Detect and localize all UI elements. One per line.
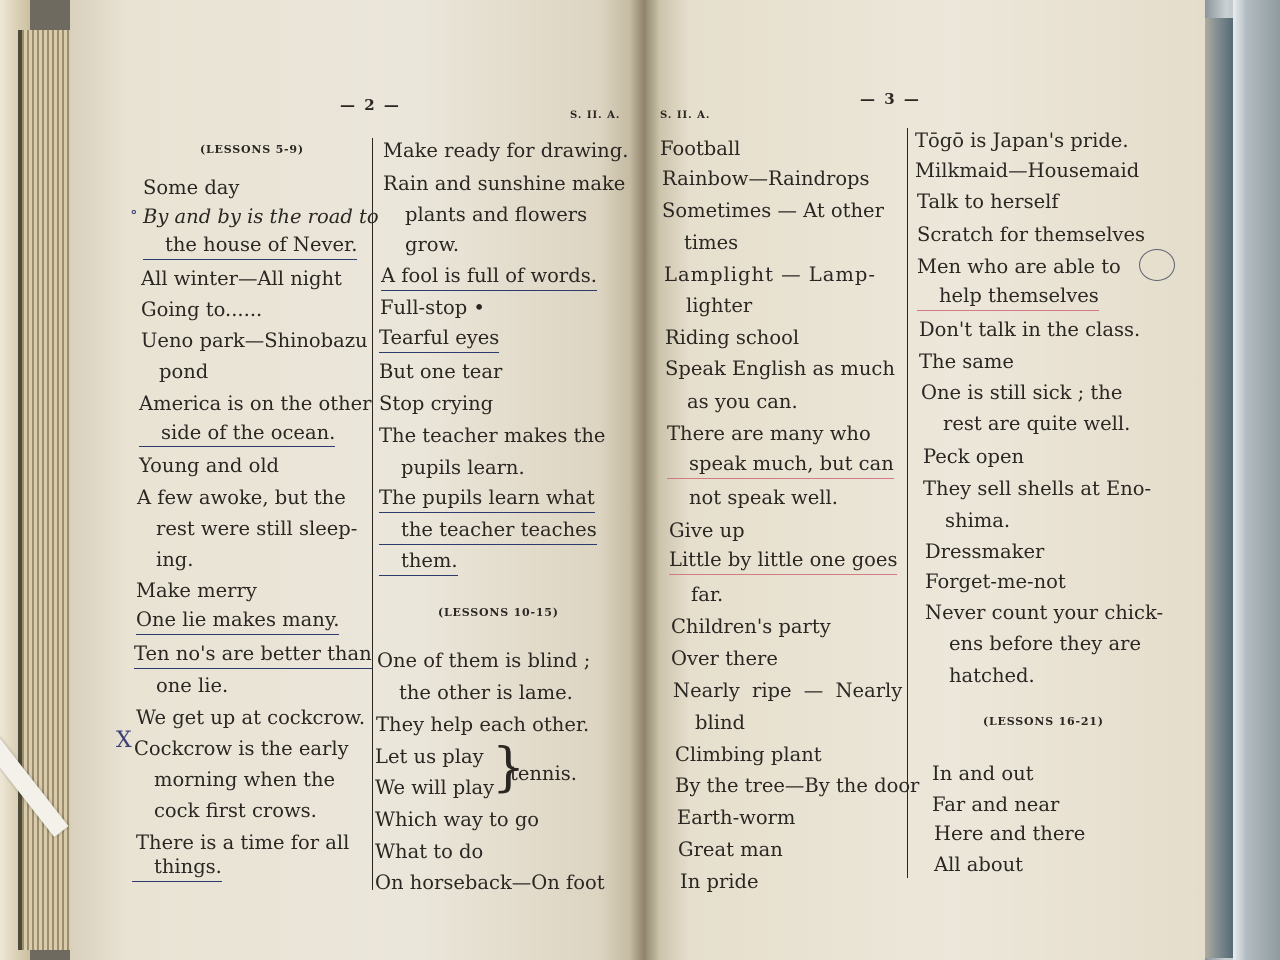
page-number: — 3 — [860,90,921,108]
text-line: far. [691,583,724,606]
text-line: Over there [671,647,778,670]
text-line-red-underlined: help themselves [917,282,1099,311]
text-line: pond [159,360,209,383]
text-line-underlined: The pupils learn what [379,484,595,513]
text-line: Some day [143,176,240,199]
column-divider [372,138,373,890]
text-line: grow. [405,233,460,256]
text-line: There is a time for all [136,831,350,854]
section-heading: (LESSONS 16-21) [983,715,1104,728]
text-line: times [684,231,739,254]
text-line: shima. [945,509,1011,532]
text-line-underlined: them. [379,547,458,576]
text-line: plants and flowers [405,203,588,226]
text-line: Forget-me-not [925,570,1066,593]
text-line-underlined: One lie makes many. [136,606,339,635]
text-line: not speak well. [689,486,838,509]
text-line-underlined: the teacher teaches [379,516,597,545]
book-gutter [630,0,660,960]
text-line: hatched. [949,664,1035,687]
text-line: Full-stop • [380,296,485,319]
page-number: — 2 — [340,96,401,114]
text-line: Earth-worm [677,806,796,829]
text-line: Climbing plant [675,743,822,766]
text-line: In pride [680,870,759,893]
section-heading: (LESSONS 5-9) [200,143,304,156]
text-line: They help each other. [376,713,590,736]
text-line: Tōgō is Japan's pride. [915,129,1129,152]
text-line-red-underlined: speak much, but can [667,450,894,479]
page-signature: S. II. A. [660,110,711,121]
text-line: Which way to go [375,808,540,831]
text-line-underlined: Ten no's are better than [134,640,372,669]
text-line: Men who are able to [917,255,1121,278]
text-line: Talk to herself [917,190,1059,213]
text-line: Peck open [923,445,1025,468]
text-line: In and out [932,762,1034,785]
text-line: morning when the [154,768,336,791]
text-line: There are many who [667,422,871,445]
text-line: Young and old [139,454,280,477]
text-line: America is on the other [139,392,372,415]
text-line: one lie. [156,674,229,697]
text-line-underlined: side of the ocean. [139,420,335,447]
section-heading: (LESSONS 10-15) [438,606,559,619]
text-line: Going to...... [141,298,263,321]
text-line: rest are quite well. [943,412,1131,435]
text-line: cock first crows. [154,799,317,822]
text-line-underlined: things. [132,853,222,882]
text-line: On horseback—On foot [375,871,605,894]
text-line: Great man [678,838,783,861]
text-line: pupils learn. [401,456,525,479]
text-line-red-underlined: Little by little one goes [669,546,897,575]
text-line: as you can. [687,390,798,413]
pencil-circle-mark [1139,249,1175,281]
text-line: Rain and sunshine make [383,172,626,195]
text-line: tennis. [510,762,577,785]
text-line: ens before they are [949,632,1141,655]
margin-dot-mark: ∘ [130,202,138,221]
text-line: By the tree—By the door [675,774,920,797]
text-line: Scratch for themselves [917,223,1145,246]
text-line: Here and there [934,822,1086,845]
text-line: Far and near [932,793,1060,816]
text-line: Children's party [671,615,831,638]
text-line-underlined: A fool is full of words. [381,262,597,291]
text-line: The same [919,350,1014,373]
text-line: Riding school [665,326,800,349]
text-line: Nearly ripe — Nearly [673,679,903,702]
text-line: We get up at cockcrow. [136,706,366,729]
text-line: Rainbow—Raindrops [662,167,870,190]
text-line: Cockcrow is the early [134,737,349,760]
text-line: Milkmaid—Housemaid [915,159,1140,182]
text-line: Sometimes — At other [662,199,884,222]
text-line: Ueno park—Shinobazu [141,329,368,352]
brace-symbol: } [492,738,526,798]
left-page [70,0,645,960]
text-line: Let us play [375,745,484,768]
text-line: Football [660,137,741,160]
text-line: What to do [375,840,484,863]
text-line: ing. [156,548,194,571]
text-line-underlined: Tearful eyes [379,324,499,353]
text-line: We will play [375,776,495,799]
text-line: All about [934,853,1023,876]
text-line: One of them is blind ; [377,649,591,672]
margin-cross-mark: X [116,728,132,753]
text-line: blind [695,711,745,734]
text-line: All winter—All night [141,267,342,290]
text-line: The teacher makes the [379,424,606,447]
text-line: Stop crying [379,392,494,415]
text-line: the other is lame. [399,681,573,704]
text-line: But one tear [379,360,503,383]
text-line: They sell shells at Eno- [923,477,1152,500]
text-line: rest were still sleep- [156,517,358,540]
text-line: Dressmaker [925,540,1045,563]
text-line: One is still sick ; the [921,381,1123,404]
text-line: Never count your chick- [925,601,1164,624]
text-line: Lamplight — Lamp- [664,263,876,286]
page-signature: S. II. A. [570,110,621,121]
text-line: Don't talk in the class. [919,318,1141,341]
text-line: A few awoke, but the [137,486,346,509]
column-divider [907,128,908,878]
text-line: Give up [669,519,745,542]
text-line: Make merry [136,579,257,602]
text-line-underlined: the house of Never. [143,231,357,260]
text-line: Speak English as much [665,357,895,380]
text-line: lighter [686,294,753,317]
right-page [645,0,1205,960]
ruler-strip [1233,0,1245,960]
text-line: Make ready for drawing. [383,139,629,162]
text-line: By and by is the road to [143,205,379,228]
